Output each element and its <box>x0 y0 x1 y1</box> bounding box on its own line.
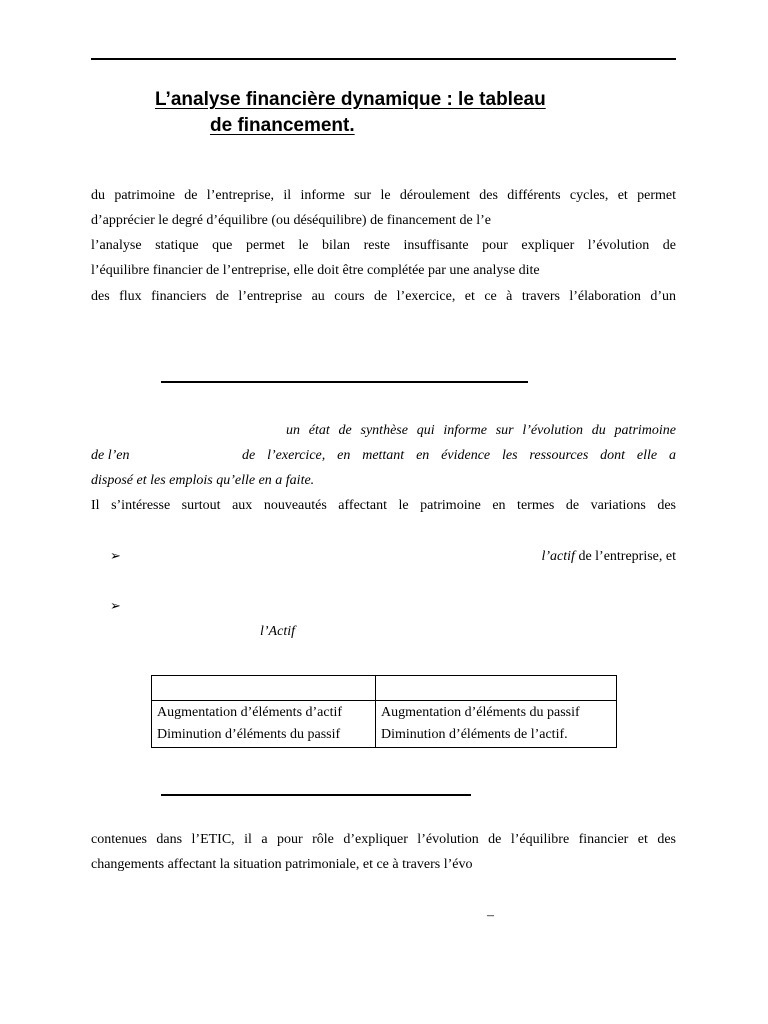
definition-line-2a: de l’en <box>91 448 130 463</box>
paragraph-line-4: l’équilibre financier de l’entreprise, elle doit être complétée par une analyse dite <box>91 263 540 278</box>
table-cell-line: Augmentation d’éléments du passif <box>381 705 580 720</box>
paragraph-line-5: des flux financiers de l’entreprise au cours de l’exercice, et ce à travers l’élaboration d’un <box>91 289 676 304</box>
page-title-line-2: de financement. <box>210 115 355 136</box>
table-cell-line: Diminution d’éléments de l’actif. <box>381 727 568 742</box>
definition-line-3: disposé et les emplois qu’elle en a faite. <box>91 473 315 488</box>
section-heading-rule-2 <box>161 794 471 796</box>
section-heading-rule-1 <box>161 381 528 383</box>
definition-line-4: Il s’intéresse surtout aux nouveautés affectant le patrimoine en termes de variations des <box>91 498 676 513</box>
paragraph-line-3: l’analyse statique que permet le bilan reste insuffisante pour expliquer l’évolution de <box>91 238 676 253</box>
bullet-1-rest: de l’entreprise, et <box>574 549 676 564</box>
table-cell-line: Diminution d’éléments du passif <box>157 727 341 742</box>
bullet-arrow-icon: ➢ <box>110 549 121 564</box>
paragraph-line-1: du patrimoine de l’entreprise, il informe sur le déroulement des différents cycles, et permet <box>91 188 676 203</box>
table-cell <box>152 701 376 748</box>
paragraph-2-line-1: contenues dans l’ETIC, il a pour rôle d’expliquer l’évolution de l’équilibre financier et des <box>91 832 676 847</box>
top-rule <box>91 58 676 60</box>
bullet-1-italic: l’actif <box>541 549 575 564</box>
flows-table <box>151 675 617 748</box>
definition-line-1: un état de synthèse qui informe sur l’évolution du patrimoine <box>286 423 676 438</box>
bullet-arrow-icon: ➢ <box>110 599 121 614</box>
footer-dash: – <box>487 908 494 923</box>
page-title-line-1: L’analyse financière dynamique : le tableau <box>155 89 546 110</box>
table-cell-line: Augmentation d’éléments d’actif <box>157 705 343 720</box>
table-cell <box>376 701 617 748</box>
paragraph-line-2: d’apprécier le degré d’équilibre (ou déséquilibre) de financement de l’e <box>91 213 491 228</box>
table-header-row <box>152 676 617 701</box>
table-row <box>152 701 617 748</box>
bullet-1-text <box>542 548 677 566</box>
table-header-cell <box>376 676 617 701</box>
paragraph-2-line-2: changements affectant la situation patrimoniale, et ce à travers l’évo <box>91 857 473 872</box>
bullet-2-text: l’Actif <box>260 624 295 639</box>
table-header-cell <box>152 676 376 701</box>
definition-line-2b: de l’exercice, en mettant en évidence les ressources dont elle a <box>242 448 676 463</box>
